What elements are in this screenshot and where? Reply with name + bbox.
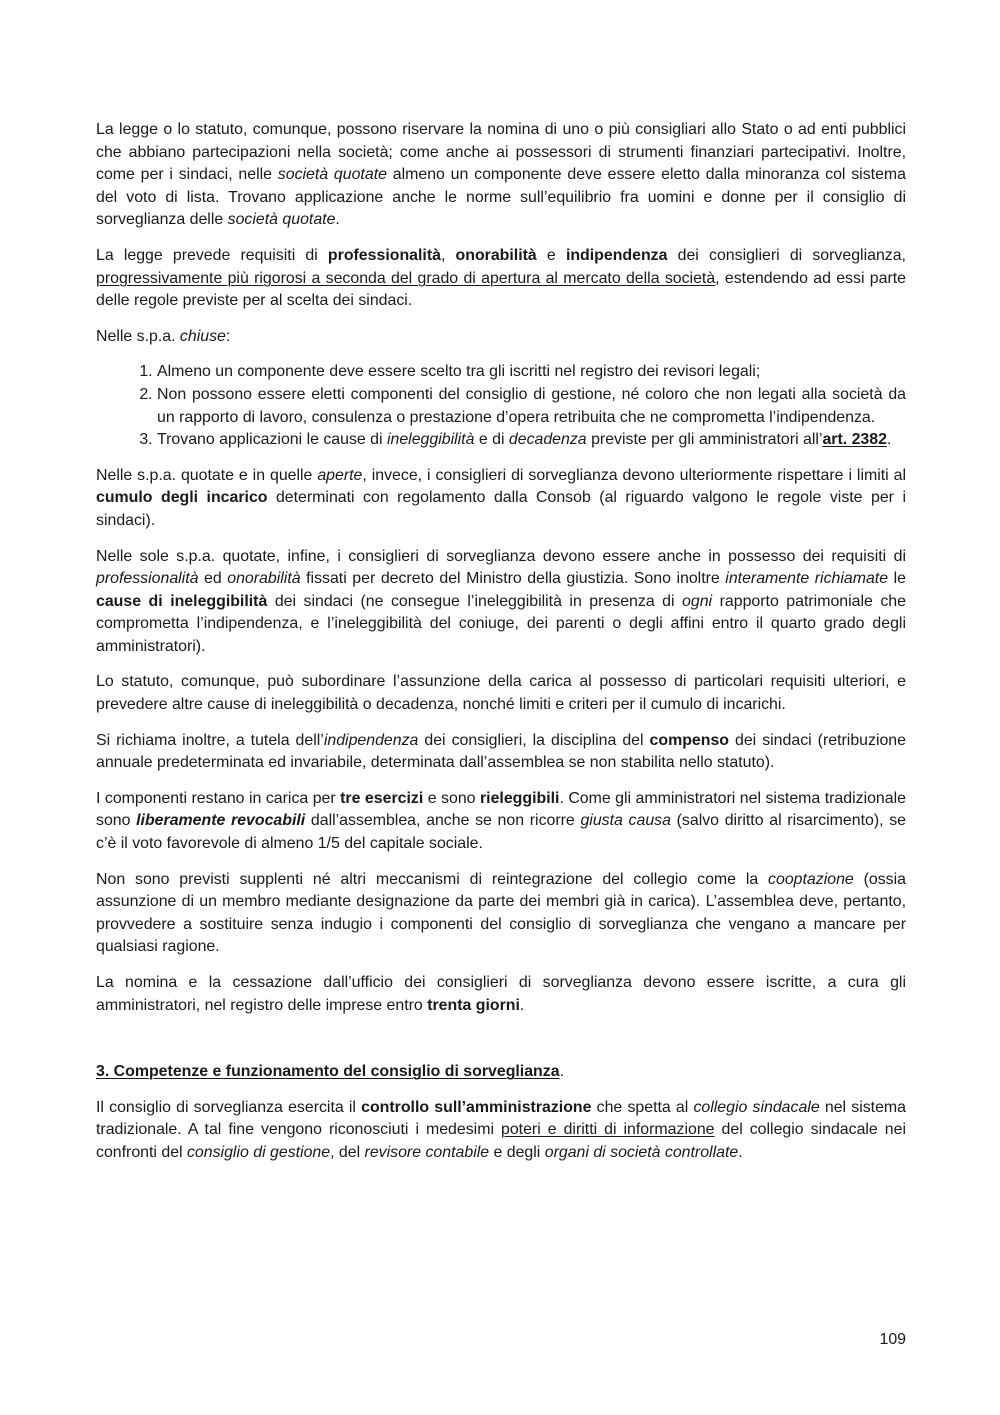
paragraph-spa-chiuse: Nelle s.p.a. chiuse: [96,327,231,345]
document-page [96,119,906,1178]
list-item: 3. Trovano applicazioni le cause di ineleggibilità e di decadenza previste per gli amministratori all’art. 2382. [157,429,906,452]
paragraph-quotate-aperte: Nelle s.p.a. quotate e in quelle aperte, invece, i consiglieri di sorveglianza devono ulteriormente rispettare i limiti al cumulo degli incarico determinati con regolamento dalla Consob (al riguardo valgono le regole viste per i sindaci). [96,466,906,529]
paragraph-controllo: Il consiglio di sorveglianza esercita il controllo sull’amministrazione che spetta al collegio sindacale nel sistema tradizionale. A tal fine vengono riconosciuti i medesimi poteri e diritti di informazione del collegio sindacale nei confronti del consiglio di gestione, del revisore contabile e degli organi di società controllate. [96,1098,906,1161]
paragraph-sole-quotate: Nelle sole s.p.a. quotate, infine, i consiglieri di sorveglianza devono essere anche in possesso dei requisiti di professionalità ed onorabilità fissati per decreto del Ministro della giustizia. Sono inoltre interamente richiamate le cause di ineleggibilità dei sindaci (ne consegue l’ineleggibilità in presenza di ogni rapporto patrimoniale che comprometta l’indipendenza, e l’ineleggibilità del coniuge, dei parenti o degli affini entro il quarto grado degli amministratori). [96,547,906,655]
section-heading: 3. Competenze e funzionamento del consiglio di sorveglianza. [96,1063,564,1081]
list-item: 2. Non possono essere eletti componenti del consiglio di gestione, né coloro che non legati alla società da un rapporto di lavoro, consulenza o prestazione d’opera retribuita che ne comprometta l’indipendenza. [157,384,906,429]
paragraph-statuto: Lo statuto, comunque, può subordinare l’assunzione della carica al possesso di particolari requisiti ulteriori, e prevedere altre cause di ineleggibilità o decadenza, nonché limiti e criteri per il cumulo di incarichi. [96,673,906,714]
list-item: 1. Almeno un componente deve essere scelto tra gli iscritti nel registro dei revisori legali; [157,361,906,384]
page-number: 109 [879,1331,906,1348]
article-link[interactable]: art. 2382 [822,431,887,449]
paragraph-durata-carica: I componenti restano in carica per tre esercizi e sono rieleggibili. Come gli amministratori nel sistema tradizionale sono liberamente revocabili dall’assemblea, anche se non ricorre giusta causa (salvo diritto al risarcimento), se c’è il voto favorevole di almeno 1/5 del capitale sociale. [96,789,906,853]
paragraph-supplenti: Non sono previsti supplenti né altri meccanismi di reintegrazione del collegio come la cooptazione (ossia assunzione di un membro mediante designazione da parte dei membri già in carica). L’assemblea deve, pertanto, provvedere a sostituire senza indugio i componenti del consiglio di sorveglianza che vengano a mancare per qualsiasi ragione. [96,870,906,956]
requirements-list [96,361,906,451]
paragraph-registro: La nomina e la cessazione dall’ufficio dei consiglieri di sorveglianza devono essere iscritte, a cura gli amministratori, nel registro delle imprese entro trenta giorni. [96,974,906,1014]
paragraph-indipendenza: Si richiama inoltre, a tutela dell’indipendenza dei consiglieri, la disciplina del compenso dei sindaci (retribuzione annuale predeterminata ed invariabile, determinata dall’assemblea se non stabilita nello statuto). [96,731,906,772]
paragraph-requisiti: La legge prevede requisiti di professionalità, onorabilità e indipendenza dei consiglieri di sorveglianza, progressivamente più rigorosi a seconda del grado di apertura al mercato della società, estendendo ad essi parte delle regole previste per al scelta dei sindaci. [96,246,906,310]
paragraph-nomina: La legge o lo statuto, comunque, possono riservare la nomina di uno o più consigliari allo Stato o ad enti pubblici che abbiano partecipazioni nella società; come anche ai possessori di strumenti finanziari partecipativi. Inoltre, come per i sindaci, nelle società quotate almeno un componente deve essere eletto dalla minoranza col sistema del voto di lista. Trovano applicazione anche le norme sull’equilibrio fra uomini e donne per il consiglio di sorveglianza delle società quotate. [96,121,906,229]
